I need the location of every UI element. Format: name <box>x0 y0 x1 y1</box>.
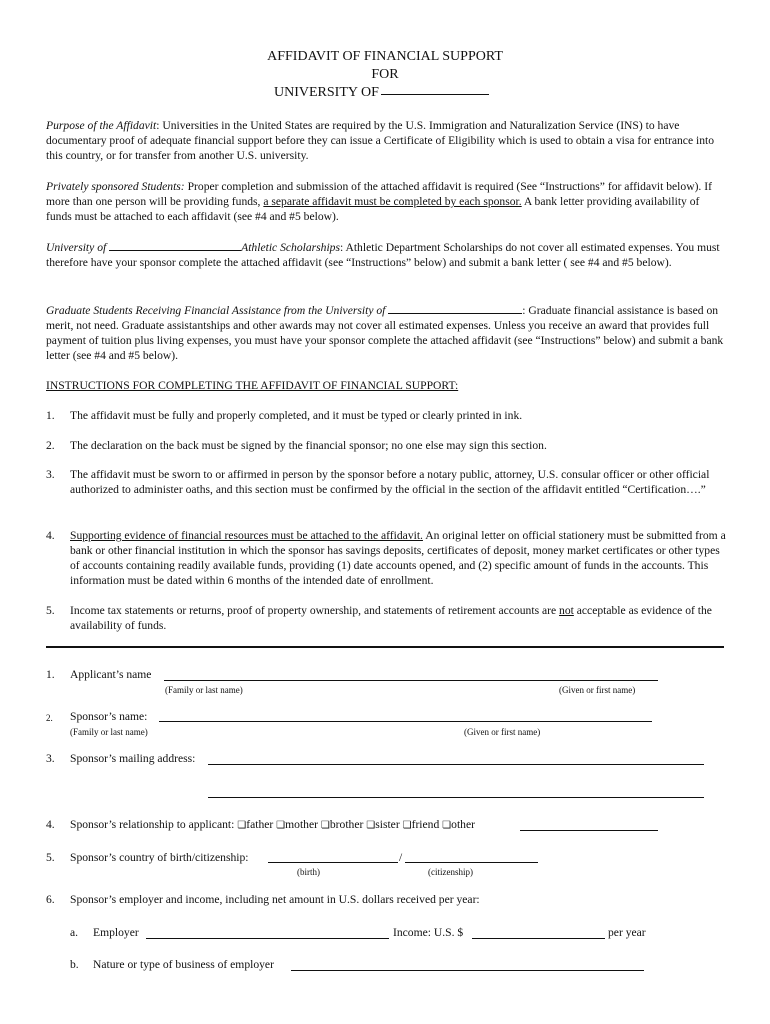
instructions-heading: INSTRUCTIONS FOR COMPLETING THE AFFIDAVIT OF FINANCIAL SUPPORT: <box>46 379 459 392</box>
mother-checkbox[interactable]: ❏ <box>276 820 286 831</box>
title-line-3 <box>274 84 489 102</box>
instruction-2-text: The declaration on the back must be signed by the financial sponsor; no one else may sign this section. <box>70 439 547 452</box>
q5-sub-left: (birth) <box>297 867 320 877</box>
graduate-text: : Graduate financial assistance is based on merit, not need. Graduate assistantships and other awards may not cover all estimated expenses. Unless you receive an award that provides full payment of tuition plus living expenses, you must have your sponsor complete the attached affidavit (see “Instructions” below) and submit a bank letter (see #4 and #5 below). <box>46 304 724 362</box>
q2-sub-right: (Given or first name) <box>464 727 541 737</box>
instruction-4-underlined: Supporting evidence of financial resources must be attached to the affidavit. <box>70 529 423 542</box>
q6a-per-year: per year <box>608 926 646 939</box>
q6a-income-label: Income: U.S. $ <box>393 926 464 939</box>
instruction-2-number: 2. <box>46 439 55 452</box>
q4-number: 4. <box>46 818 55 831</box>
graduate-label: Graduate Students Receiving Financial Assistance from the University of <box>46 304 386 317</box>
instruction-4-body: An original letter on official stationery must be submitted from a bank or other financial institution in which the sponsor has savings deposits, certificates of deposit, money market certificates or other types of accounts containing readily available funds, providing (1) date accounts opened, and (2) specific amount of funds in the accounts. This information must be dated within 6 months of the intended date of enrollment. <box>70 529 726 587</box>
q6-number: 6. <box>46 893 55 906</box>
other-checkbox[interactable]: ❏ <box>442 820 452 831</box>
instruction-5-body-a: Income tax statements or returns, proof of property ownership, and statements of retirement accounts are <box>70 604 560 617</box>
q5-number: 5. <box>46 851 55 864</box>
father-checkbox[interactable]: ❏ <box>237 820 247 831</box>
father-option: father <box>246 818 274 831</box>
athletic-university-field[interactable] <box>109 240 241 251</box>
q6a-number: a. <box>70 926 79 939</box>
university-name-field[interactable] <box>381 94 489 95</box>
purpose-paragraph <box>46 118 726 163</box>
q6b-number: b. <box>70 958 79 971</box>
other-relationship-field[interactable] <box>520 830 658 831</box>
instruction-1-number: 1. <box>46 409 55 422</box>
q5-slash: / <box>399 851 403 864</box>
mailing-address-field-1[interactable] <box>208 764 704 765</box>
employer-field[interactable] <box>146 938 389 939</box>
q1-label: Applicant’s name <box>70 668 152 681</box>
private-underlined: a separate affidavit must be completed by each sponsor. <box>263 195 522 208</box>
q3-label: Sponsor’s mailing address: <box>70 752 196 765</box>
q4-label: Sponsor’s relationship to applicant: <box>70 818 235 831</box>
friend-option: friend <box>411 818 440 831</box>
brother-option: brother <box>329 818 364 831</box>
business-type-field[interactable] <box>291 970 644 971</box>
section-divider <box>46 646 724 648</box>
country-of-birth-field[interactable] <box>268 862 398 863</box>
q4-row <box>70 817 475 833</box>
instruction-3-number: 3. <box>46 468 55 481</box>
q6a-employer-label: Employer <box>93 926 139 939</box>
instruction-5-underlined: not <box>559 604 574 617</box>
private-label: Privately sponsored Students: <box>46 180 185 193</box>
sister-option: sister <box>375 818 400 831</box>
purpose-label: Purpose of the Affidavit <box>46 119 157 132</box>
q6-label: Sponsor’s employer and income, including net amount in U.S. dollars received per year: <box>70 893 480 906</box>
brother-checkbox[interactable]: ❏ <box>320 820 330 831</box>
instruction-5-body-b: acceptable as evidence of the availability of funds. <box>70 604 712 632</box>
q1-number: 1. <box>46 668 55 681</box>
applicant-name-field[interactable] <box>164 680 658 681</box>
q2-label: Sponsor’s name: <box>70 710 148 723</box>
income-field[interactable] <box>472 938 605 939</box>
q1-sub-left: (Family or last name) <box>165 685 243 695</box>
private-text-1: Proper completion and submission of the attached affidavit is required (See “Instructions” for affidavit below). If more than one person will be providing funds, <box>46 180 712 208</box>
title-line-2: FOR <box>371 67 399 82</box>
mailing-address-field-2[interactable] <box>208 797 704 798</box>
q2-number: 2. <box>46 713 53 723</box>
instruction-3-text: The affidavit must be sworn to or affirmed in person by the sponsor before a notary public, attorney, U.S. consular officer or other official authorized to administer oaths, and this section must be confirmed by the official in the section of the affidavit entitled “Certification….” <box>70 468 710 496</box>
other-option: other <box>451 818 475 831</box>
friend-checkbox[interactable]: ❏ <box>402 820 412 831</box>
athletic-label-1: University of <box>46 241 107 254</box>
purpose-text: : Universities in the United States are required by the U.S. Immigration and Naturalization Service (INS) to have documentary proof of adequate financial support before they can issue a Certificate of Eligibility which is used to obtain a visa for entrance into this country, or for transfer from another U.S. university. <box>46 119 715 162</box>
instruction-5-number: 5. <box>46 604 55 617</box>
graduate-paragraph <box>46 303 726 363</box>
sister-checkbox[interactable]: ❏ <box>366 820 376 831</box>
sponsor-name-field[interactable] <box>159 721 652 722</box>
q3-number: 3. <box>46 752 55 765</box>
instruction-1-text: The affidavit must be fully and properly completed, and it must be typed or clearly printed in ink. <box>70 409 523 422</box>
q5-sub-right: (citizenship) <box>428 867 473 877</box>
athletic-label-2: Athletic Scholarships <box>241 241 340 254</box>
q5-label: Sponsor’s country of birth/citizenship: <box>70 851 249 864</box>
q1-sub-right: (Given or first name) <box>559 685 636 695</box>
graduate-university-field[interactable] <box>388 303 522 314</box>
athletic-paragraph <box>46 240 726 270</box>
citizenship-field[interactable] <box>405 862 538 863</box>
private-text-2: A bank letter providing availability of funds must be attached to each affidavit (see #4 and #5 below). <box>46 195 700 223</box>
q2-sub-left: (Family or last name) <box>70 727 148 737</box>
title-university-label: UNIVERSITY OF <box>274 85 379 100</box>
instruction-5-text <box>70 603 730 633</box>
q6b-label: Nature or type of business of employer <box>93 958 274 971</box>
title-line-1: AFFIDAVIT OF FINANCIAL SUPPORT <box>267 49 503 64</box>
instruction-4-text <box>70 528 730 588</box>
instruction-4-number: 4. <box>46 529 55 542</box>
private-paragraph <box>46 179 726 224</box>
athletic-text: : Athletic Department Scholarships do not cover all estimated expenses. You must therefore have your sponsor complete the attached affidavit (see “Instructions” below) and submit a bank letter ( see #4 and #5 below). <box>46 241 720 269</box>
mother-option: mother <box>285 818 318 831</box>
